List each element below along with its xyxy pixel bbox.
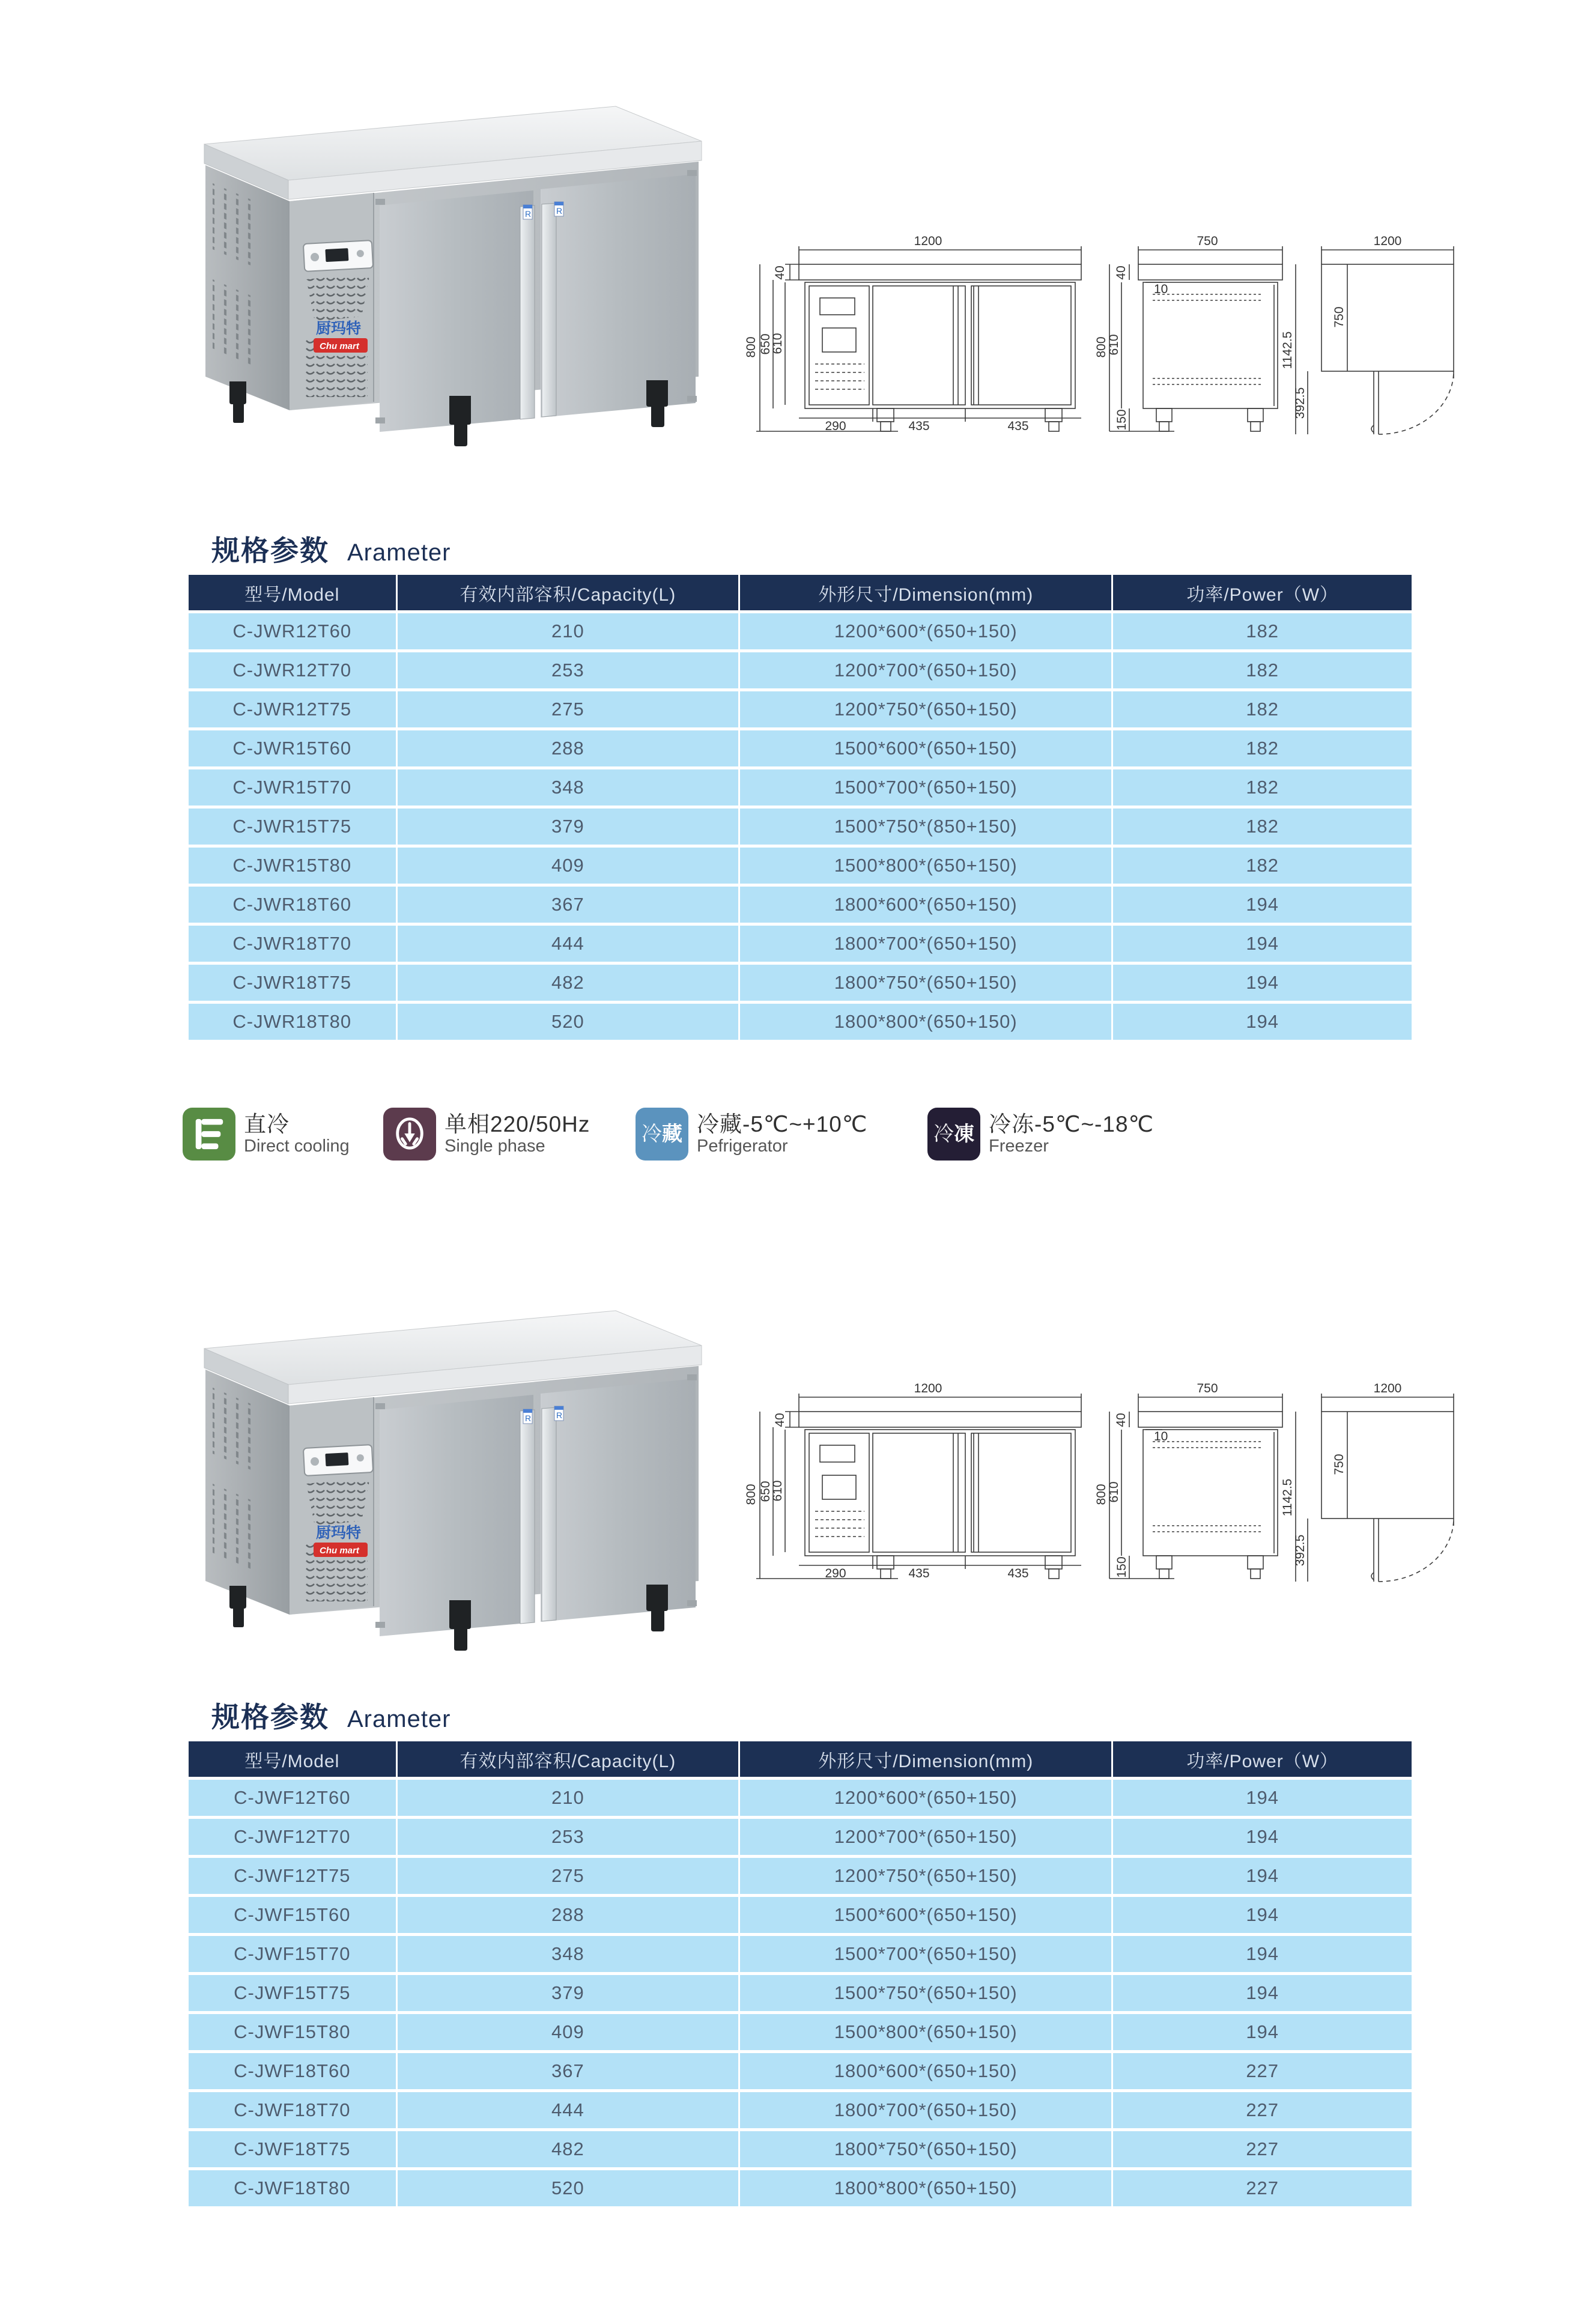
cell-capacity: 253 (398, 652, 739, 688)
direct-cooling-icon (183, 1108, 235, 1161)
product-photo-freezer (162, 1285, 715, 1658)
dim-top-open-total: 1142.5 (1281, 1478, 1294, 1517)
cell-model: C-JWR18T70 (189, 926, 396, 962)
door-sticker-r (554, 202, 563, 216)
cell-power: 182 (1113, 730, 1412, 766)
dim-side-top: 40 (1114, 1413, 1128, 1427)
table-header-row (189, 575, 1412, 610)
dim-front-case-height: 650 (759, 1481, 772, 1502)
freezer-icon: 冷凍 (927, 1108, 980, 1161)
spec-title-en: Arameter (347, 539, 451, 566)
feature-label-en: Pefrigerator (697, 1136, 788, 1156)
dim-front-top: 40 (773, 265, 787, 280)
feature-refrigerate (636, 1106, 867, 1162)
cell-capacity: 482 (398, 965, 739, 1001)
table-row (189, 848, 1412, 884)
dim-front-top: 40 (773, 1413, 787, 1427)
svg-text:R: R (556, 206, 563, 216)
cell-capacity: 288 (398, 1897, 739, 1933)
cell-capacity: 520 (398, 2170, 739, 2206)
cell-dimension: 1500*600*(650+150) (740, 730, 1111, 766)
cell-power: 182 (1113, 848, 1412, 884)
dim-front-seg1: 290 (825, 1567, 846, 1580)
cell-model: C-JWF18T70 (189, 2092, 396, 2128)
cell-dimension: 1500*700*(650+150) (740, 769, 1111, 806)
dim-side-depth: 750 (1197, 1382, 1218, 1395)
feature-single-phase (383, 1106, 590, 1162)
cell-capacity: 348 (398, 769, 739, 806)
cell-dimension: 1800*750*(650+150) (740, 2131, 1111, 2167)
cell-capacity: 379 (398, 809, 739, 845)
column-header: 有效内部容积/Capacity(L) (398, 575, 739, 610)
dim-side-leg-height: 150 (1115, 409, 1129, 431)
feature-label-zh: 直冷 (244, 1112, 290, 1137)
cell-dimension: 1800*750*(650+150) (740, 965, 1111, 1001)
brand-name-zh: 厨玛特 (316, 1525, 362, 1541)
table-row (189, 2053, 1412, 2089)
dim-top-width: 1200 (1373, 1382, 1402, 1395)
cell-power: 182 (1113, 809, 1412, 845)
cell-dimension: 1800*700*(650+150) (740, 926, 1111, 962)
table-row (189, 1936, 1412, 1972)
cell-dimension: 1500*800*(650+150) (740, 848, 1111, 884)
cell-dimension: 1500*800*(650+150) (740, 2014, 1111, 2050)
dim-front-seg1: 290 (825, 419, 846, 433)
dimension-drawing (742, 1374, 1463, 1597)
column-header: 功率/Power（W） (1113, 575, 1412, 610)
spec-title-en: Arameter (347, 1706, 451, 1732)
cell-capacity: 367 (398, 887, 739, 923)
cell-power: 194 (1113, 1819, 1412, 1855)
brand-name-zh: 厨玛特 (316, 320, 362, 337)
dim-front-inner-height: 610 (771, 1480, 784, 1502)
worktable-fridge-illustration (162, 1285, 715, 1658)
dim-front-case-height: 650 (759, 333, 772, 355)
brand-name-en: Chu mart (320, 1546, 359, 1556)
cell-dimension: 1200*750*(650+150) (740, 691, 1111, 727)
cell-power: 194 (1113, 1936, 1412, 1972)
table-row (189, 1780, 1412, 1816)
cell-capacity: 288 (398, 730, 739, 766)
cell-capacity: 520 (398, 1004, 739, 1040)
cell-dimension: 1500*750*(850+150) (740, 809, 1111, 845)
dim-front-width: 1200 (914, 1382, 942, 1395)
cell-power: 227 (1113, 2053, 1412, 2089)
table-row (189, 887, 1412, 923)
table-row (189, 809, 1412, 845)
cell-power: 194 (1113, 2014, 1412, 2050)
dim-front-seg2: 435 (908, 1567, 930, 1580)
dim-front-seg2: 435 (908, 419, 930, 433)
column-header: 有效内部容积/Capacity(L) (398, 1741, 739, 1777)
cell-dimension: 1800*600*(650+150) (740, 887, 1111, 923)
cell-model: C-JWF12T70 (189, 1819, 396, 1855)
cell-dimension: 1200*700*(650+150) (740, 652, 1111, 688)
cell-power: 182 (1113, 769, 1412, 806)
dim-top-open-total: 1142.5 (1281, 331, 1294, 369)
cell-dimension: 1800*800*(650+150) (740, 2170, 1111, 2206)
cell-capacity: 348 (398, 1936, 739, 1972)
cell-model: C-JWR15T80 (189, 848, 396, 884)
dim-front-inner-height: 610 (771, 333, 784, 354)
table-header-row (189, 1741, 1412, 1777)
cell-model: C-JWR18T75 (189, 965, 396, 1001)
dim-top-door-swing: 392.5 (1293, 1534, 1307, 1567)
dim-top-width: 1200 (1373, 234, 1402, 248)
feature-label-zh: 冷冻-5℃~-18℃ (989, 1112, 1155, 1137)
cell-dimension: 1200*600*(650+150) (740, 1780, 1111, 1816)
cell-power: 227 (1113, 2170, 1412, 2206)
dim-side-inner-height: 610 (1107, 1481, 1121, 1503)
cell-capacity: 210 (398, 1780, 739, 1816)
dim-side-total-height: 800 (1094, 336, 1108, 358)
table-row (189, 965, 1412, 1001)
spec-title-zh: 规格参数 (211, 535, 329, 566)
dim-front-width: 1200 (914, 234, 942, 248)
cell-model: C-JWR15T70 (189, 769, 396, 806)
feature-label-en: Freezer (989, 1136, 1049, 1156)
table-row (189, 926, 1412, 962)
cell-power: 194 (1113, 1897, 1412, 1933)
feature-label-en: Single phase (445, 1136, 545, 1156)
table-row (189, 1004, 1412, 1040)
cell-power: 182 (1113, 652, 1412, 688)
feature-label-zh: 单相220/50Hz (445, 1112, 590, 1137)
cell-power: 194 (1113, 1780, 1412, 1816)
cell-model: C-JWR12T75 (189, 691, 396, 727)
dim-side-total-height: 800 (1094, 1484, 1108, 1505)
cell-capacity: 409 (398, 2014, 739, 2050)
column-header: 型号/Model (189, 575, 396, 610)
product-photo-refrigerator (162, 81, 715, 454)
table-row (189, 652, 1412, 688)
feature-icons-row (180, 1106, 1442, 1167)
dim-side-depth: 750 (1197, 234, 1218, 248)
dim-front-seg3: 435 (1007, 1567, 1029, 1580)
cell-power: 194 (1113, 1858, 1412, 1894)
column-header: 功率/Power（W） (1113, 1741, 1412, 1777)
cell-model: C-JWR15T75 (189, 809, 396, 845)
table-row (189, 691, 1412, 727)
cell-capacity: 253 (398, 1819, 739, 1855)
cell-dimension: 1200*600*(650+150) (740, 613, 1111, 649)
dim-top-depth: 750 (1332, 306, 1346, 328)
cell-capacity: 379 (398, 1975, 739, 2011)
spec-title-refrigerator (211, 529, 451, 569)
svg-text:R: R (556, 1410, 563, 1420)
cell-capacity: 210 (398, 613, 739, 649)
cell-power: 227 (1113, 2092, 1412, 2128)
dimension-drawings-freezer (742, 1374, 1463, 1597)
door-sticker-r (554, 1406, 563, 1421)
svg-text:R: R (525, 1413, 532, 1423)
cell-capacity: 275 (398, 1858, 739, 1894)
single-phase-icon (383, 1108, 436, 1161)
cell-model: C-JWR15T60 (189, 730, 396, 766)
cell-model: C-JWR12T70 (189, 652, 396, 688)
column-header: 外形尺寸/Dimension(mm) (740, 1741, 1111, 1777)
dim-front-total-height: 800 (744, 1484, 758, 1505)
table-row (189, 1897, 1412, 1933)
dim-side-lip: 10 (1154, 1430, 1168, 1443)
cell-model: C-JWF15T60 (189, 1897, 396, 1933)
cell-model: C-JWF18T75 (189, 2131, 396, 2167)
dim-top-door-swing: 392.5 (1293, 387, 1307, 419)
cell-power: 194 (1113, 926, 1412, 962)
cell-model: C-JWF18T80 (189, 2170, 396, 2206)
dim-side-top: 40 (1114, 265, 1128, 280)
feature-direct-cooling (183, 1106, 350, 1162)
cell-dimension: 1800*700*(650+150) (740, 2092, 1111, 2128)
table-row (189, 730, 1412, 766)
feature-label-zh: 冷藏-5℃~+10℃ (697, 1112, 868, 1137)
cell-capacity: 444 (398, 2092, 739, 2128)
cell-power: 227 (1113, 2131, 1412, 2167)
table-row (189, 1975, 1412, 2011)
cell-dimension: 1800*600*(650+150) (740, 2053, 1111, 2089)
cell-model: C-JWF12T75 (189, 1858, 396, 1894)
cell-model: C-JWR12T60 (189, 613, 396, 649)
dim-side-leg-height: 150 (1115, 1556, 1129, 1578)
spec-title-freezer (211, 1695, 451, 1735)
cell-power: 182 (1113, 691, 1412, 727)
cell-model: C-JWF15T70 (189, 1936, 396, 1972)
dim-front-seg3: 435 (1007, 419, 1029, 433)
table-row (189, 2014, 1412, 2050)
table-row (189, 2092, 1412, 2128)
table-row (189, 1819, 1412, 1855)
feature-label-en: Direct cooling (244, 1136, 350, 1156)
cell-capacity: 367 (398, 2053, 739, 2089)
cell-capacity: 409 (398, 848, 739, 884)
column-header: 型号/Model (189, 1741, 396, 1777)
table-row (189, 613, 1412, 649)
cell-capacity: 482 (398, 2131, 739, 2167)
cell-model: C-JWR18T80 (189, 1004, 396, 1040)
table-row (189, 2170, 1412, 2206)
cell-dimension: 1200*700*(650+150) (740, 1819, 1111, 1855)
cell-model: C-JWR18T60 (189, 887, 396, 923)
cell-dimension: 1800*800*(650+150) (740, 1004, 1111, 1040)
spec-title-zh: 规格参数 (211, 1701, 329, 1733)
table-row (189, 769, 1412, 806)
dimension-drawing (742, 227, 1463, 449)
spec-table-refrigerator (187, 572, 1413, 1043)
table-row (189, 2131, 1412, 2167)
worktable-fridge-illustration (162, 81, 715, 454)
dim-side-lip: 10 (1154, 282, 1168, 296)
cell-model: C-JWF15T80 (189, 2014, 396, 2050)
cell-power: 194 (1113, 1004, 1412, 1040)
cell-model: C-JWF15T75 (189, 1975, 396, 2011)
cell-dimension: 1500*750*(650+150) (740, 1975, 1111, 2011)
dimension-drawings-refrigerator (742, 227, 1463, 449)
brand-name-en: Chu mart (320, 341, 359, 351)
dim-front-total-height: 800 (744, 336, 758, 358)
cell-power: 194 (1113, 1975, 1412, 2011)
cell-capacity: 275 (398, 691, 739, 727)
cell-dimension: 1500*600*(650+150) (740, 1897, 1111, 1933)
cell-power: 194 (1113, 887, 1412, 923)
cell-capacity: 444 (398, 926, 739, 962)
cell-model: C-JWF18T60 (189, 2053, 396, 2089)
door-sticker-r (523, 1409, 532, 1424)
svg-text:R: R (525, 209, 532, 219)
dim-side-inner-height: 610 (1107, 334, 1121, 356)
refrigerate-icon: 冷藏 (636, 1108, 688, 1161)
door-sticker-r (523, 205, 532, 219)
column-header: 外形尺寸/Dimension(mm) (740, 575, 1111, 610)
cell-model: C-JWF12T60 (189, 1780, 396, 1816)
cell-power: 182 (1113, 613, 1412, 649)
dim-top-depth: 750 (1332, 1454, 1346, 1475)
table-row (189, 1858, 1412, 1894)
cell-dimension: 1200*750*(650+150) (740, 1858, 1111, 1894)
spec-table-freezer (187, 1738, 1413, 2209)
cell-power: 194 (1113, 965, 1412, 1001)
cell-dimension: 1500*700*(650+150) (740, 1936, 1111, 1972)
feature-freezer (927, 1106, 1154, 1162)
